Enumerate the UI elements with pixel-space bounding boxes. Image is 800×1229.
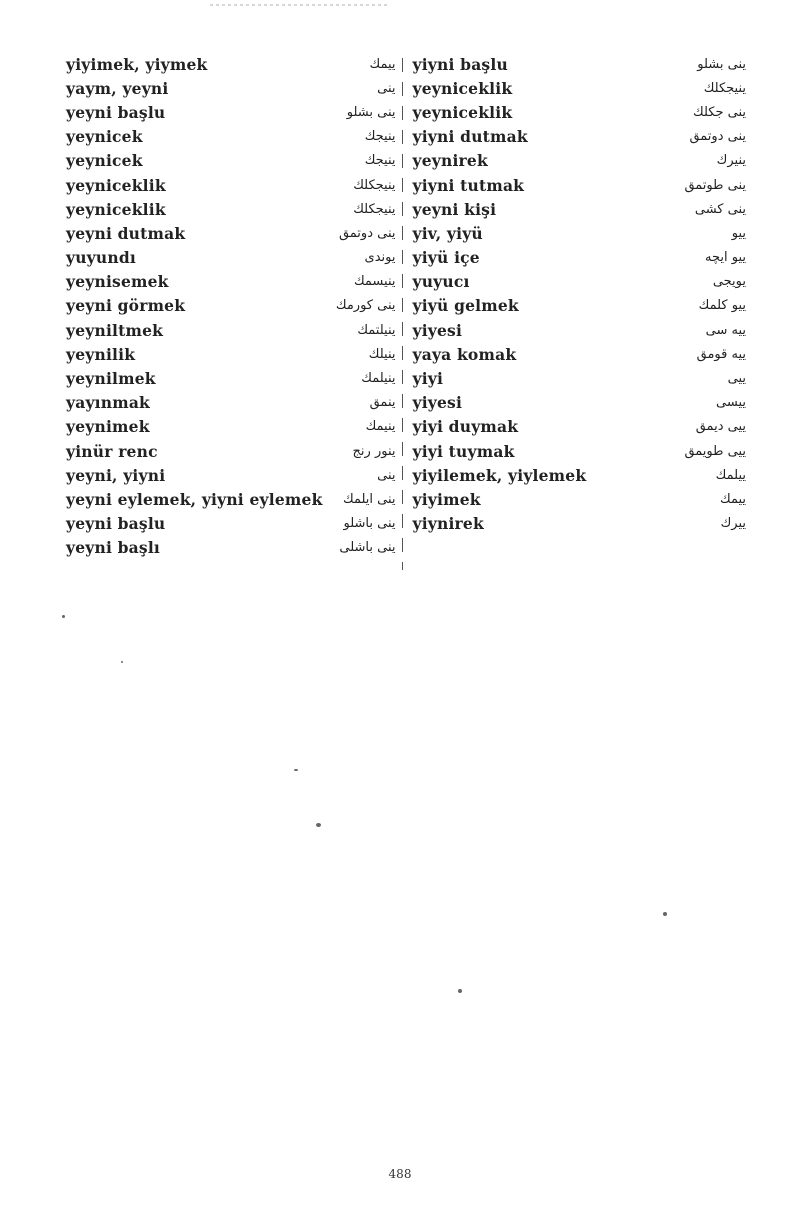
dictionary-entry [66, 125, 402, 149]
dictionary-entry [66, 173, 402, 197]
entry-arabic: ییلمك [715, 467, 746, 483]
dictionary-entry [66, 221, 402, 245]
entry-latin: yiyni dutmak [412, 127, 528, 147]
entry-arabic: ینی جکلك [693, 104, 746, 120]
dictionary-entry [413, 391, 747, 415]
entry-arabic: ینی ایلمك [342, 491, 396, 507]
entry-latin: yiyilemek, yiylemek [412, 465, 587, 485]
entry-arabic: ییی [727, 371, 746, 387]
entry-arabic: ییی دیمق [695, 419, 746, 435]
entry-arabic: ینیسمك [353, 274, 396, 290]
entry-arabic: ینی [377, 80, 396, 96]
entry-arabic: ینی دوتمق [689, 129, 746, 145]
entry-latin: yiynirek [412, 514, 484, 534]
dictionary-entry [413, 246, 747, 270]
entry-arabic: ینمق [369, 395, 396, 411]
entry-latin: yiyni tutmak [412, 175, 525, 195]
left-column [66, 52, 402, 570]
entry-arabic: ینی بشلو [697, 56, 746, 72]
entry-arabic: ینیمك [365, 419, 396, 435]
right-column [403, 52, 747, 570]
dictionary-entry [66, 342, 402, 366]
entry-arabic: ینیلمك [361, 371, 396, 387]
entry-latin: yeyniceklik [412, 102, 513, 122]
dictionary-entry [66, 100, 402, 124]
scan-speck [294, 769, 298, 771]
entry-arabic: ییسی [716, 395, 746, 411]
entry-arabic: ینی [377, 467, 396, 483]
entry-arabic: ییو ایچه [705, 250, 746, 266]
scan-artifact-top [210, 4, 390, 6]
entry-latin: yeyni dutmak [66, 223, 186, 243]
dictionary-entry [413, 125, 747, 149]
entry-latin: yeynilmek [66, 369, 156, 389]
entry-latin: yiyi [412, 369, 444, 389]
entry-arabic: یویجی [712, 274, 746, 290]
entry-arabic: ینی باشلی [339, 540, 396, 556]
dictionary-entry [413, 149, 747, 173]
entry-latin: yeyni kişi [412, 199, 497, 219]
entry-latin: yeyni başlı [66, 538, 161, 558]
scan-speck [316, 823, 321, 827]
entry-latin: yiyi tuymak [412, 441, 515, 461]
dictionary-entry [413, 76, 747, 100]
entry-arabic: ییمك [369, 56, 396, 72]
dictionary-entry [66, 536, 402, 560]
dictionary-entry [413, 439, 747, 463]
dictionary-entry [66, 463, 402, 487]
dictionary-entry [66, 318, 402, 342]
entry-latin: yaya komak [412, 344, 517, 364]
entry-arabic: ینیجکلك [703, 80, 746, 96]
dictionary-entry [413, 366, 747, 390]
entry-arabic: ینیجك [364, 153, 396, 169]
entry-latin: yeyni, yiyni [66, 465, 166, 485]
entry-latin: yeynimek [66, 417, 150, 437]
entry-latin: yeyni eylemek, yiyni eylemek [66, 489, 323, 509]
entry-latin: yiyimek, yiymek [66, 54, 208, 74]
entry-arabic: ییه قومق [696, 346, 746, 362]
dictionary-entry [413, 415, 747, 439]
entry-latin: yiyesi [412, 320, 463, 340]
dictionary-entry [66, 512, 402, 536]
entry-latin: yeynirek [412, 151, 488, 171]
entry-arabic: ینیجکلك [353, 201, 396, 217]
dictionary-entry [66, 246, 402, 270]
page-number: 488 [388, 1167, 412, 1181]
entry-arabic: ینی باشلو [343, 516, 396, 532]
entry-latin: yeynicek [66, 127, 143, 147]
entry-latin: yayınmak [66, 393, 150, 413]
dictionary-entry [413, 463, 747, 487]
dictionary-entry [413, 270, 747, 294]
entry-arabic: یوندی [364, 250, 396, 266]
entry-latin: yeyniceklik [412, 78, 513, 98]
dictionary-entry [66, 149, 402, 173]
dictionary-entry [413, 100, 747, 124]
entry-latin: yeyni görmek [66, 296, 186, 316]
dictionary-entry [66, 76, 402, 100]
dictionary-entry [66, 439, 402, 463]
scan-speck [121, 661, 123, 663]
entry-latin: yiyü içe [412, 248, 480, 268]
scan-speck [62, 615, 65, 618]
entry-latin: yeynicek [66, 151, 143, 171]
dictionary-entry [66, 487, 402, 511]
dictionary-entry [413, 512, 747, 536]
entry-latin: yuyundı [66, 248, 136, 268]
entry-latin: yeyniceklik [66, 175, 166, 195]
entry-latin: yiyni başlu [412, 54, 508, 74]
entry-arabic: ییرك [720, 516, 746, 532]
dictionary-entry [413, 52, 747, 76]
entry-latin: yeyni başlu [66, 514, 166, 534]
entry-arabic: ینور رنج [352, 443, 396, 459]
entry-arabic: ییمك [719, 491, 746, 507]
scan-speck [663, 912, 667, 916]
dictionary-entry [413, 294, 747, 318]
entry-latin: yiv, yiyü [412, 223, 483, 243]
entry-arabic: ینی بشلو [346, 104, 396, 120]
entry-latin: yeynilik [66, 344, 136, 364]
dictionary-entry [413, 221, 747, 245]
entry-latin: yuyucı [412, 272, 470, 292]
entry-arabic: ینیلتمك [357, 322, 396, 338]
entry-arabic: ینی کشی [694, 201, 746, 217]
dictionary-entry [413, 342, 747, 366]
dictionary-entry [66, 52, 402, 76]
entry-arabic: ینیجکلك [353, 177, 396, 193]
entry-arabic: ینیلك [368, 346, 396, 362]
dictionary-entry [66, 391, 402, 415]
entry-latin: yaym, yeyni [66, 78, 169, 98]
dictionary-entry [413, 487, 747, 511]
entry-arabic: ینی دوتمق [338, 225, 396, 241]
entry-arabic: ینی کورمك [335, 298, 396, 314]
dictionary-entry [413, 318, 747, 342]
entry-latin: yiyesi [412, 393, 463, 413]
entry-arabic: ییه سی [705, 322, 746, 338]
entry-latin: yiyimek [412, 489, 481, 509]
entry-arabic: ییو [731, 225, 746, 241]
entry-latin: yinür renc [66, 441, 158, 461]
dictionary-entry [66, 415, 402, 439]
entry-latin: yiyi duymak [412, 417, 519, 437]
dictionary-entry [66, 270, 402, 294]
entry-arabic: ینی طوتمق [684, 177, 746, 193]
scan-speck [458, 989, 462, 993]
entry-arabic: ییو کلمك [698, 298, 746, 314]
dictionary-entry [413, 197, 747, 221]
entry-arabic: ینیجك [364, 129, 396, 145]
entry-latin: yeynisemek [66, 272, 169, 292]
dictionary-entry [66, 197, 402, 221]
entry-arabic: ییی طویمق [684, 443, 746, 459]
entry-latin: yeyniltmek [66, 320, 164, 340]
dictionary-entry [413, 173, 747, 197]
entry-latin: yeyniceklik [66, 199, 166, 219]
entry-arabic: ینیرك [716, 153, 746, 169]
dictionary-table [66, 52, 746, 570]
entry-latin: yeyni başlu [66, 102, 166, 122]
dictionary-entry [66, 366, 402, 390]
entry-latin: yiyü gelmek [412, 296, 519, 316]
dictionary-entry [66, 294, 402, 318]
